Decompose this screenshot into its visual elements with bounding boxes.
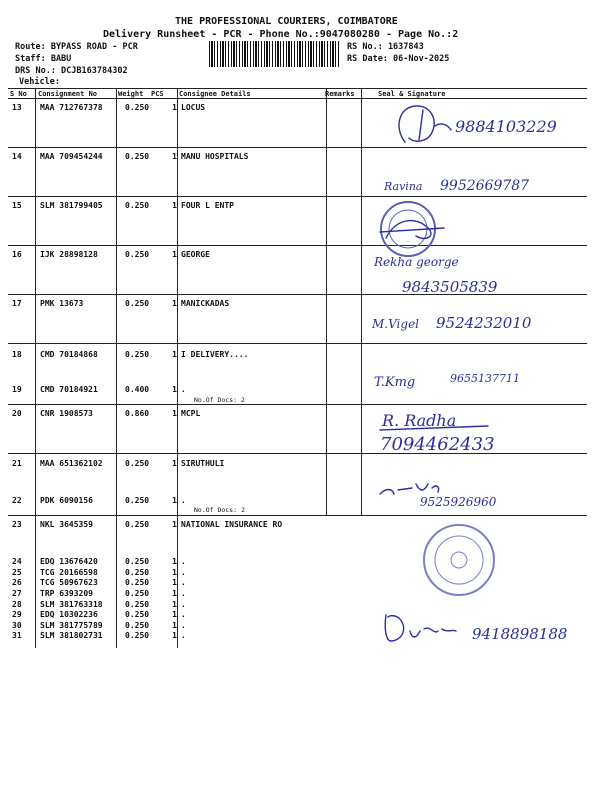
row-pcs: 1 — [172, 350, 177, 359]
row-weight: 0.250 — [125, 459, 150, 468]
row-consignee: MCPL — [181, 409, 201, 418]
row-sno: 18 — [12, 350, 22, 359]
drs-number: DRS No.: DCJB163784302 — [15, 66, 128, 76]
name-row-20: R. Radha — [382, 411, 457, 430]
phone-row-13: 9884103229 — [455, 117, 557, 136]
rs-date: RS Date: 06-Nov-2025 — [347, 54, 450, 64]
row-sno: 23 — [12, 520, 22, 529]
row-sno: 27 — [12, 589, 22, 598]
row-consignment-no: MAA 651362102 — [40, 459, 103, 468]
row-sno: 29 — [12, 610, 22, 619]
row-sno: 20 — [12, 409, 22, 418]
name-row-14: Ravina — [384, 180, 423, 193]
row-weight: 0.250 — [125, 568, 150, 577]
row-weight: 0.250 — [125, 621, 150, 630]
barcode — [209, 41, 341, 67]
col-pcs: PCS — [151, 90, 164, 98]
row-consignee: . — [181, 385, 186, 394]
row-weight: 0.250 — [125, 600, 150, 609]
col-consignment: Consignment No — [38, 90, 98, 98]
row-consignment-no: SLM 381775789 — [40, 621, 103, 630]
row-weight: 0.400 — [125, 385, 150, 394]
vehicle-label: Vehicle: — [19, 77, 60, 87]
row-weight: 0.250 — [125, 350, 150, 359]
row-pcs: 1 — [172, 568, 177, 577]
row-weight: 0.250 — [125, 557, 150, 566]
row-pcs: 1 — [172, 385, 177, 394]
row-consignment-no: CNR 1908573 — [40, 409, 93, 418]
row-sno: 19 — [12, 385, 22, 394]
row-sno: 31 — [12, 631, 22, 640]
row-sno: 26 — [12, 578, 22, 587]
row-sno: 25 — [12, 568, 22, 577]
row-consignment-no: SLM 381799405 — [40, 201, 103, 210]
phone-row-22: 9525926960 — [420, 495, 497, 509]
row-weight: 0.250 — [125, 152, 150, 161]
row-consignee: . — [181, 557, 186, 566]
row-consignee: . — [181, 589, 186, 598]
signature-row-23 — [380, 605, 590, 650]
row-consignment-no: MAA 709454244 — [40, 152, 103, 161]
row-consignment-no: MAA 712767378 — [40, 103, 103, 112]
row-consignee: . — [181, 610, 186, 619]
row-consignment-no: PDK 6090156 — [40, 496, 93, 505]
row-pcs: 1 — [172, 600, 177, 609]
row-sno: 30 — [12, 621, 22, 630]
row-pcs: 1 — [172, 496, 177, 505]
row-consignee: MANU HOSPITALS — [181, 152, 249, 161]
row-sno: 15 — [12, 201, 22, 210]
row-consignee: . — [181, 578, 186, 587]
row-sno: 14 — [12, 152, 22, 161]
signature-row-22 — [376, 470, 576, 510]
row-consignment-no: CMD 70184921 — [40, 385, 98, 394]
row-consignment-no: SLM 381802731 — [40, 631, 103, 640]
row-weight: 0.250 — [125, 201, 150, 210]
row-docs-note: No.Of Docs: 2 — [194, 506, 245, 514]
row-pcs: 1 — [172, 152, 177, 161]
col-seal: Seal & Signature — [378, 90, 446, 98]
row-sno: 21 — [12, 459, 22, 468]
name-row-18: T.Kmg — [374, 375, 416, 390]
col-sno: S No — [10, 90, 27, 98]
signature-row-18 — [372, 362, 572, 392]
row-weight: 0.860 — [125, 409, 150, 418]
row-consignee: FOUR L ENTP — [181, 201, 234, 210]
row-pcs: 1 — [172, 201, 177, 210]
row-consignment-no: IJK 28898128 — [40, 250, 98, 259]
row-weight: 0.250 — [125, 299, 150, 308]
row-pcs: 1 — [172, 578, 177, 587]
row-pcs: 1 — [172, 557, 177, 566]
row-consignment-no: TCG 50967623 — [40, 578, 98, 587]
row-consignee: I DELIVERY.... — [181, 350, 249, 359]
name-row-16: Rekha george — [374, 255, 459, 269]
row-weight: 0.250 — [125, 578, 150, 587]
row-consignee: . — [181, 568, 186, 577]
row-weight: 0.250 — [125, 520, 150, 529]
col-weight: Weight — [118, 90, 144, 98]
route-label: Route: BYPASS ROAD - PCR — [15, 42, 138, 52]
signature-row-14 — [382, 170, 592, 200]
row-consignment-no: NKL 3645359 — [40, 520, 93, 529]
row-sno: 13 — [12, 103, 22, 112]
signature-row-17 — [370, 306, 570, 336]
signature-row-13 — [385, 100, 595, 150]
row-consignment-no: EDQ 10302236 — [40, 610, 98, 619]
row-sno: 16 — [12, 250, 22, 259]
row-consignee: GEORGE — [181, 250, 210, 259]
phone-row-17: 9524232010 — [436, 314, 532, 332]
row-consignment-no: PMK 13673 — [40, 299, 84, 308]
row-consignee: . — [181, 600, 186, 609]
signature-row-20 — [376, 404, 586, 460]
row-pcs: 1 — [172, 520, 177, 529]
row-sno: 24 — [12, 557, 22, 566]
row-pcs: 1 — [172, 621, 177, 630]
row-consignment-no: TRP 6393209 — [40, 589, 93, 598]
row-weight: 0.250 — [125, 631, 150, 640]
row-consignment-no: EDQ 13676420 — [40, 557, 98, 566]
phone-row-14: 9952669787 — [440, 178, 530, 194]
staff-label: Staff: BABU — [15, 54, 72, 64]
col-consignee: Consignee Details — [179, 90, 251, 98]
row-weight: 0.250 — [125, 496, 150, 505]
rs-number: RS No.: 1637843 — [347, 42, 424, 52]
row-weight: 0.250 — [125, 103, 150, 112]
row-pcs: 1 — [172, 459, 177, 468]
row-docs-note: No.Of Docs: 2 — [194, 396, 245, 404]
row-sno: 28 — [12, 600, 22, 609]
stamp-row-23 — [421, 522, 497, 598]
row-sno: 17 — [12, 299, 22, 308]
row-consignee: LOCUS — [181, 103, 206, 112]
row-pcs: 1 — [172, 103, 177, 112]
phone-row-16: 9843505839 — [402, 278, 498, 296]
signature-row-16 — [372, 250, 572, 300]
phone-row-23: 9418898188 — [472, 625, 568, 643]
row-pcs: 1 — [172, 589, 177, 598]
row-pcs: 1 — [172, 610, 177, 619]
row-weight: 0.250 — [125, 589, 150, 598]
company-title: THE PROFESSIONAL COURIERS, COIMBATORE — [175, 16, 398, 27]
col-remarks: Remarks — [325, 90, 355, 98]
row-consignment-no: SLM 381763318 — [40, 600, 103, 609]
row-weight: 0.250 — [125, 250, 150, 259]
row-consignee: . — [181, 496, 186, 505]
row-consignee: MANICKADAS — [181, 299, 230, 308]
phone-row-18: 9655137711 — [450, 372, 520, 385]
row-weight: 0.250 — [125, 610, 150, 619]
row-pcs: 1 — [172, 631, 177, 640]
row-consignment-no: CMD 70184868 — [40, 350, 98, 359]
name-row-17: M.Vigel — [372, 317, 420, 331]
row-consignee: SIRUTHULI — [181, 459, 225, 468]
row-pcs: 1 — [172, 409, 177, 418]
row-pcs: 1 — [172, 250, 177, 259]
row-pcs: 1 — [172, 299, 177, 308]
phone-row-20: 7094462433 — [380, 434, 495, 455]
row-consignee: . — [181, 621, 186, 630]
row-consignee: NATIONAL INSURANCE RO — [181, 520, 283, 529]
row-consignment-no: TCG 20166598 — [40, 568, 98, 577]
runsheet-subtitle: Delivery Runsheet - PCR - Phone No.:9047080280 - Page No.:2 — [103, 29, 459, 40]
row-sno: 22 — [12, 496, 22, 505]
row-consignee: . — [181, 631, 186, 640]
